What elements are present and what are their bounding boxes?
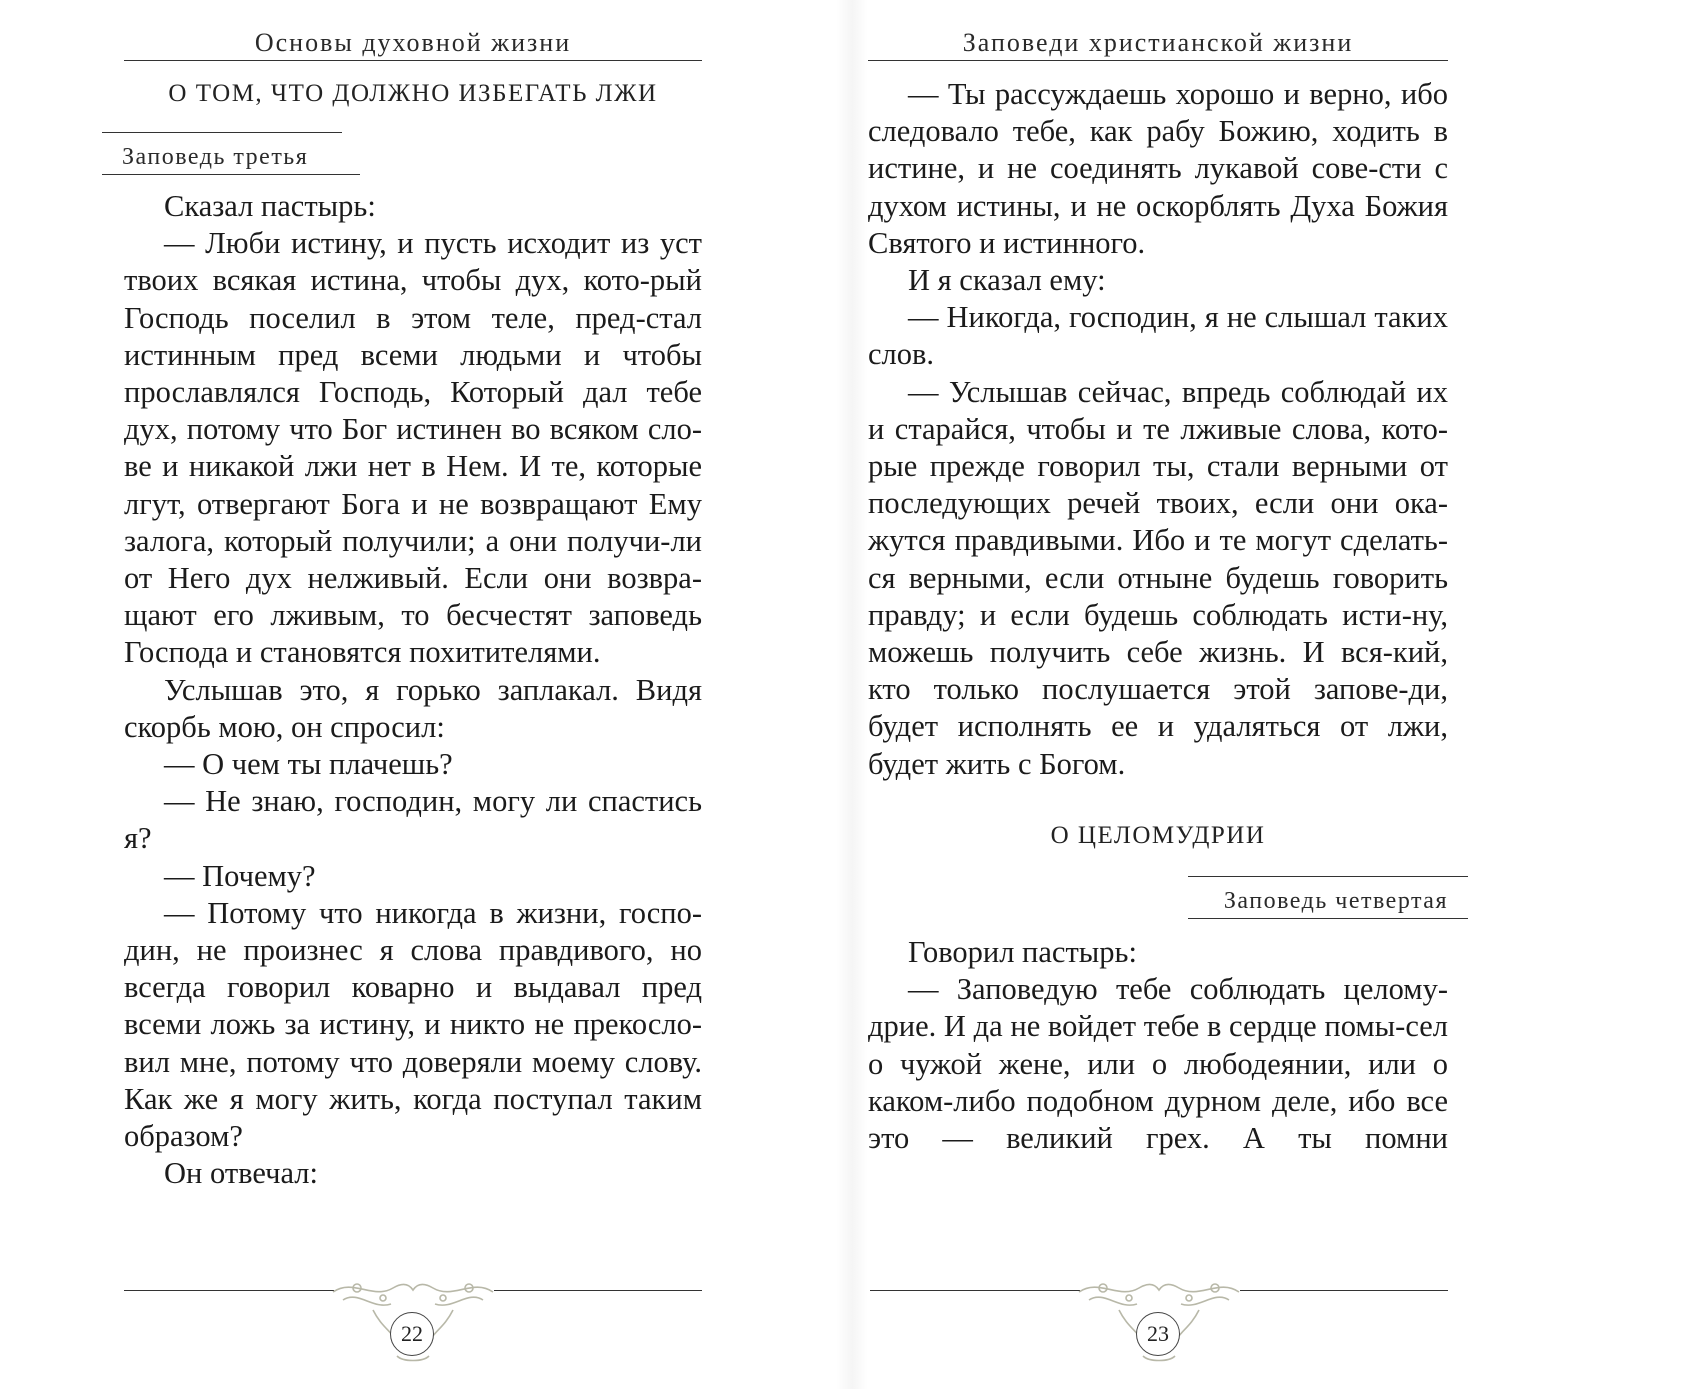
left-commandment-top-rule — [102, 132, 342, 133]
right-chapter-title: О ЦЕЛОМУДРИИ — [1050, 822, 1266, 849]
right-commandment-top-rule — [1188, 876, 1468, 877]
left-paragraph: — О чем ты плачешь? — [164, 747, 453, 782]
right-running-head: Заповеди христианской жизни — [962, 28, 1354, 57]
left-footer-rule-right — [494, 1290, 702, 1291]
left-footer-rule-left — [124, 1290, 334, 1291]
right-body-text-top — [868, 76, 1448, 783]
left-running-head: Основы духовной жизни — [254, 28, 572, 57]
left-page-number: 22 — [390, 1312, 434, 1356]
left-paragraph: — Почему? — [164, 858, 316, 893]
right-footer-rule-left — [870, 1290, 1080, 1291]
right-paragraph: — Никогда, господин, я не слышал таких слов. — [868, 300, 1448, 372]
right-body-text-bottom — [868, 934, 1448, 1157]
right-commandment-label: Заповедь четвертая — [1223, 888, 1448, 914]
left-paragraph: — Не знаю, господин, могу ли спастись я? — [124, 784, 702, 856]
right-footer — [852, 1270, 1704, 1380]
right-commandment-heading — [1188, 884, 1468, 919]
left-commandment-heading — [102, 140, 360, 175]
left-paragraph: Сказал пастырь: — [164, 189, 376, 223]
right-footer-rule-right — [1240, 1290, 1448, 1291]
right-running-rule — [868, 60, 1448, 61]
left-paragraph: — Потому что никогда в жизни, госпо-дин, не произнес я слова правдивого, но всегда говорил коварно и выдавал пред всеми ложь за истину, и никто не прекосло-вил мне, потому что доверяли моему слову. Как же я могу жить, когда поступал таким образом? — [124, 895, 702, 1154]
left-paragraph: Услышав это, я горько заплакал. Видя скорбь мою, он спросил: — [124, 672, 702, 744]
right-paragraph: И я сказал ему: — [908, 263, 1106, 298]
right-paragraph: Говорил пастырь: — [908, 935, 1137, 969]
right-page-number: 23 — [1136, 1312, 1180, 1356]
left-chapter-title: О ТОМ, ЧТО ДОЛЖНО ИЗБЕГАТЬ ЛЖИ — [168, 80, 658, 107]
right-paragraph: — Услышав сейчас, впредь соблюдай их и старайся, чтобы и те лживые слова, кото-рые прежде говорил ты, стали верными от последующих речей твоих, если они ока-жутся правдивыми. Ибо и те могут сделать-ся верными, если отныне будешь говорить правду; и если будешь соблюдать исти-ну, можешь получить себе жизнь. И вся-кий, кто только послушается этой запове-ди, будет исполнять ее и удаляться от лжи, будет жить с Богом. — [868, 374, 1448, 781]
right-paragraph: — Ты рассуждаешь хорошо и верно, ибо следовало тебе, как рабу Божию, ходить в истине, и не соединять лукавой сове-сти с духом истины, и не оскорблять Духа Божия Святого и истинного. — [868, 77, 1448, 260]
left-body-text — [124, 188, 702, 1192]
right-page — [852, 0, 1704, 1389]
left-running-rule — [124, 60, 702, 61]
left-paragraph: Он отвечал: — [164, 1156, 318, 1191]
right-paragraph: — Заповедую тебе соблюдать целому-дрие. И да не войдет тебе в сердце помы-сел о чужой жене, или о любодеянии, или о каком-либо подобном дурном деле, ибо все это — великий грех. А ты помни — [868, 972, 1448, 1156]
left-commandment-label: Заповедь третья — [122, 144, 309, 170]
left-footer — [0, 1270, 852, 1380]
left-paragraph: — Люби истину, и пусть исходит из уст твоих всякая истина, чтобы дух, кото-рый Господь поселил в этом теле, пред-стал истинным пред всеми людьми и чтобы прославлялся Господь, Который дал тебе дух, потому что Бог истинен во всяком сло-ве и никакой лжи нет в Нем. И те, которые лгут, отвергают Бога и не возвращают Ему залога, который получили; а они получи-ли от Него дух нелживый. Если они возвра-щают его лживым, то бесчестят заповедь Господа и становятся похитителями. — [124, 226, 702, 670]
